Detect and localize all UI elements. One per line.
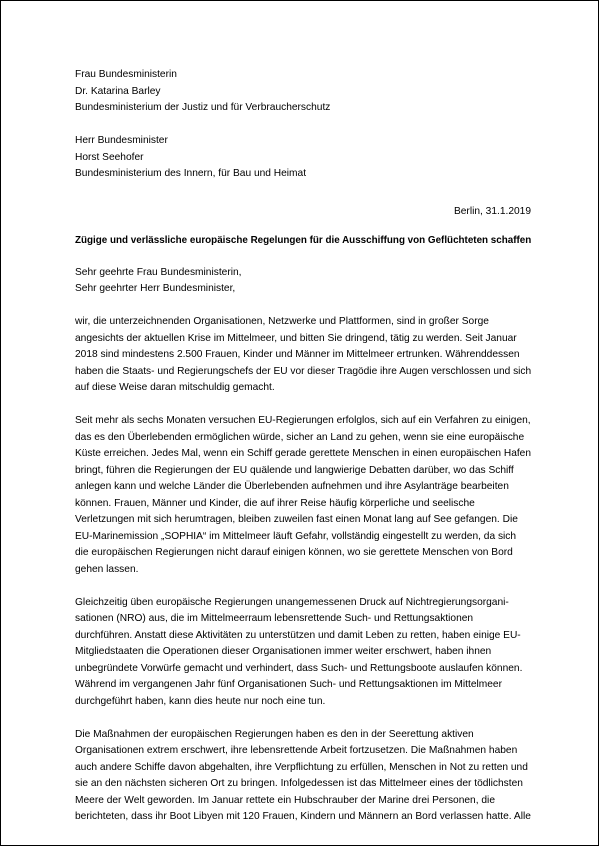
paragraph-line: Gleichzeitig üben europäische Regierungen unangemessenen Druck auf Nichtregierungsorgani- <box>75 596 509 608</box>
recipient-1-line: Frau Bundesministerin <box>75 69 177 80</box>
paragraph-line: die europäischen Regierungen nicht darauf einigen können, wo sie gerettete Menschen von Bord <box>75 547 513 558</box>
paragraph-line: anlegen kann und welche Länder die Überlebenden aufnehmen und ihre Asylanträge bearbeiten <box>75 481 509 492</box>
letter-date: Berlin, 31.1.2019 <box>453 205 531 217</box>
recipient-2-line: Herr Bundesminister <box>75 135 168 146</box>
salutation-line: Sehr geehrte Frau Bundesministerin, <box>75 266 242 278</box>
paragraph-line: haben die Staats- und Regierungschefs der EU vor dieser Tragödie ihre Augen verschlossen und sich <box>75 365 532 377</box>
recipient-block-2 <box>75 133 531 183</box>
paragraph-line: auf diese Weise daran mitschuldig gemacht. <box>75 382 275 393</box>
paragraph-line: unbegründete Vorwürfe gemacht und verhindert, dass Such- und Rettungsboote auslaufen können. <box>75 662 523 674</box>
body-paragraph-3 <box>75 595 531 711</box>
recipient-block-1 <box>75 67 531 117</box>
recipient-2-line: Horst Seehofer <box>75 151 144 163</box>
recipient-1-line: Dr. Katarina Barley <box>75 85 161 97</box>
paragraph-line: Küste erreichen. Jedes Mal, wenn ein Schiff gerade gerettete Menschen in einen europäischen Hafen <box>75 448 531 459</box>
body-paragraph-1 <box>75 314 531 397</box>
body-paragraph-2 <box>75 413 531 578</box>
paragraph-line: das es den Überlebenden ermöglichen würde, sicher an Land zu gehen, wenn sie eine europäische <box>75 431 525 443</box>
paragraph-line: Mitgliedstaaten die Operationen dieser Organisationen immer weiter erschwert, haben ihnen <box>75 646 492 657</box>
paragraph-line: sie an den nächsten sicheren Ort zu bringen. Infolgedessen ist das Mittelmeer eines der tödlichsten <box>75 778 523 789</box>
paragraph-line: auch andere Schiffe davon abgehalten, ihre Verpflichtung zu erfüllen, Menschen in Not zu retten und <box>75 761 528 773</box>
paragraph-line: Meere der Welt geworden. Im Januar rettete ein Hubschrauber der Marine drei Personen, die <box>75 794 495 806</box>
paragraph-line: Seit mehr als sechs Monaten versuchen EU-Regierungen erfolglos, sich auf ein Verfahren zu einigen, <box>75 415 531 426</box>
paragraph-line: Die Maßnahmen der europäischen Regierungen haben es den in der Seerettung aktiven <box>75 728 474 740</box>
paragraph-line: sationen (NRO) aus, die im Mittelmeerraum lebensrettende Such- und Rettungsaktionen <box>75 613 474 624</box>
paragraph-line: Verletzungen mit sich herumtragen, bleiben zuweilen fast einen Monat lang auf See gefangen. Die <box>75 514 518 525</box>
salutation <box>75 265 531 298</box>
paragraph-line: durchgeführt haben, kann dies heute nur noch eine tun. <box>75 695 326 707</box>
paragraph-line: gehen lassen. <box>75 563 139 575</box>
paragraph-line: berichteten, dass ihr Boot Libyen mit 120 Frauen, Kindern und Männern an Bord verlassen hatte. Alle <box>75 811 531 822</box>
paragraph-line: bringt, führen die Regierungen der EU quälende und langwierige Debatten darüber, wo das Schiff <box>75 464 514 476</box>
paragraph-line: können. Frauen, Männer und Kinder, die auf ihrer Reise häufig körperliche und seelische <box>75 497 475 509</box>
paragraph-line: EU-Marinemission „SOPHIA“ im Mittelmeer läuft Gefahr, vollständig eingestellt zu werden, da sich <box>75 530 517 542</box>
letter-content <box>75 67 531 826</box>
body-paragraph-4 <box>75 727 531 826</box>
salutation-line: Sehr geehrter Herr Bundesminister, <box>75 283 236 294</box>
letter-subject: Zügige und verlässliche europäische Regelungen für die Ausschiffung von Geflüchteten schaffen <box>75 235 532 246</box>
recipient-1-line: Bundesministerium der Justiz und für Verbraucherschutz <box>75 102 331 113</box>
paragraph-line: angesichts der aktuellen Krise im Mittelmeer, und bitten Sie dringend, tätig zu werden. Seit Januar <box>75 332 517 344</box>
paragraph-line: 2018 sind mindestens 2.500 Frauen, Kinder und Männer im Mittelmeer ertrunken. Währenddessen <box>75 349 520 360</box>
paragraph-line: wir, die unterzeichnenden Organisationen, Netzwerke und Plattformen, sind in großer Sorge <box>75 316 489 327</box>
recipient-2-line: Bundesministerium des Innern, für Bau und Heimat <box>75 168 307 179</box>
paragraph-line: durchführen. Anstatt diese Aktivitäten zu unterstützen und damit Leben zu retten, haben einige EU- <box>75 629 521 641</box>
paragraph-line: Während im vergangenen Jahr fünf Organisationen Such- und Rettungsaktionen im Mittelmeer <box>75 679 502 690</box>
paragraph-line: Organisationen extrem erschwert, ihre lebensrettende Arbeit fortzusetzen. Die Maßnahmen haben <box>75 745 518 756</box>
